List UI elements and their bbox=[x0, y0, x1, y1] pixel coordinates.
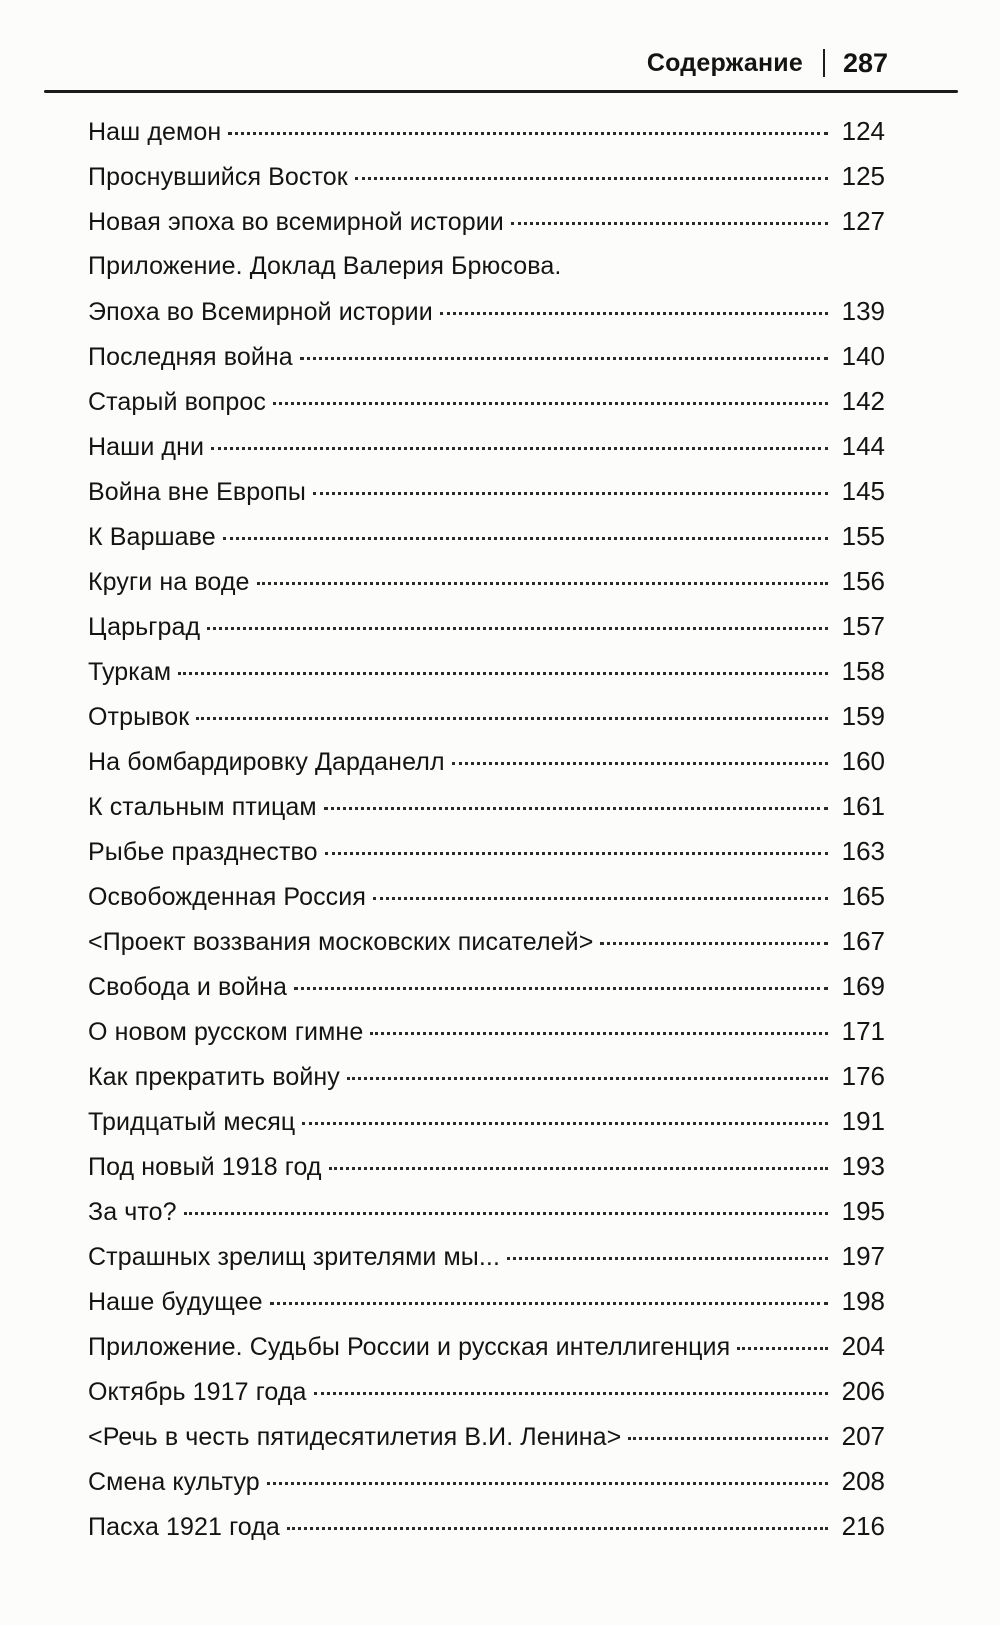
toc-entry-title: Как прекратить войну bbox=[88, 1063, 340, 1091]
toc-entry-title: Смена культур bbox=[88, 1468, 260, 1496]
toc-entry-page: 125 bbox=[841, 161, 885, 191]
toc-entry bbox=[88, 514, 885, 559]
toc-entry-page: 124 bbox=[841, 116, 885, 146]
toc-entry bbox=[88, 1504, 885, 1549]
toc-leader-dots bbox=[600, 942, 828, 945]
toc-entry-page: 195 bbox=[841, 1196, 885, 1226]
toc-entry-title: Война вне Европы bbox=[88, 478, 307, 506]
toc-entry bbox=[88, 1054, 885, 1099]
toc-entry-page: 176 bbox=[841, 1061, 885, 1091]
toc-entry-page: 142 bbox=[841, 386, 885, 416]
toc-entry-title: Октябрь 1917 года bbox=[88, 1378, 307, 1406]
toc-list bbox=[0, 93, 1000, 1549]
toc-entry bbox=[88, 244, 885, 289]
toc-entry-title: Под новый 1918 год bbox=[88, 1153, 322, 1181]
toc-leader-dots bbox=[184, 1212, 828, 1215]
header-page-number: 287 bbox=[842, 47, 888, 78]
toc-entry bbox=[88, 784, 885, 829]
toc-leader-dots bbox=[196, 717, 828, 720]
toc-leader-dots bbox=[507, 1257, 828, 1260]
toc-entry-page: 165 bbox=[841, 881, 885, 911]
toc-entry-title: Царьград bbox=[88, 613, 201, 641]
toc-leader-dots bbox=[314, 1392, 828, 1395]
toc-entry-title: Пасха 1921 года bbox=[88, 1513, 280, 1541]
toc-entry bbox=[88, 1279, 885, 1324]
toc-entry-title: Эпоха во Всемирной истории bbox=[88, 298, 433, 326]
toc-leader-dots bbox=[228, 132, 828, 135]
toc-entry-title: За что? bbox=[88, 1198, 177, 1226]
toc-entry bbox=[88, 469, 885, 514]
toc-entry-title: Новая эпоха во всемирной истории bbox=[88, 208, 504, 236]
toc-entry-title: Тридцатый месяц bbox=[88, 1108, 296, 1136]
toc-entry-page: 198 bbox=[841, 1286, 885, 1316]
toc-entry bbox=[88, 379, 885, 424]
toc-leader-dots bbox=[313, 492, 828, 495]
section-label: Содержание bbox=[646, 48, 803, 77]
toc-leader-dots bbox=[207, 627, 828, 630]
toc-entry-page: 139 bbox=[841, 296, 885, 326]
toc-entry-title: <Проект воззвания московских писателей> bbox=[88, 928, 594, 956]
toc-entry bbox=[88, 154, 885, 199]
toc-leader-dots bbox=[324, 807, 828, 810]
toc-entry-title: Проснувшийся Восток bbox=[88, 163, 348, 191]
toc-entry bbox=[88, 559, 885, 604]
toc-leader-dots bbox=[270, 1302, 828, 1305]
toc-leader-dots bbox=[273, 402, 828, 405]
toc-entry-title: Приложение. Судьбы России и русская интеллигенция bbox=[88, 1333, 731, 1361]
toc-entry-page: 167 bbox=[841, 926, 885, 956]
toc-leader-dots bbox=[300, 357, 828, 360]
toc-leader-dots bbox=[628, 1437, 828, 1440]
toc-entry bbox=[88, 694, 885, 739]
toc-entry bbox=[88, 424, 885, 469]
toc-entry-page: 159 bbox=[841, 701, 885, 731]
toc-entry-page: 140 bbox=[841, 341, 885, 371]
toc-leader-dots bbox=[223, 537, 828, 540]
toc-entry-page: 144 bbox=[841, 431, 885, 461]
toc-entry bbox=[88, 604, 885, 649]
toc-entry-title: К Варшаве bbox=[88, 523, 216, 551]
toc-leader-dots bbox=[329, 1167, 828, 1170]
toc-entry-title: Круги на воде bbox=[88, 568, 250, 596]
toc-entry bbox=[88, 1189, 885, 1234]
toc-entry bbox=[88, 334, 885, 379]
toc-entry-title: Наши дни bbox=[88, 433, 205, 461]
toc-entry-title: Рыбье празднество bbox=[88, 838, 318, 866]
toc-entry-page: 191 bbox=[841, 1106, 885, 1136]
toc-entry-page: 161 bbox=[841, 791, 885, 821]
toc-entry-title: Наш демон bbox=[88, 118, 222, 146]
toc-leader-dots bbox=[257, 582, 828, 585]
toc-entry bbox=[88, 649, 885, 694]
toc-entry bbox=[88, 919, 885, 964]
toc-entry-page: 204 bbox=[841, 1331, 885, 1361]
toc-entry bbox=[88, 289, 885, 334]
toc-entry bbox=[88, 1009, 885, 1054]
toc-entry bbox=[88, 1324, 885, 1369]
toc-leader-dots bbox=[211, 447, 828, 450]
toc-entry-title: О новом русском гимне bbox=[88, 1018, 364, 1046]
toc-leader-dots bbox=[440, 312, 828, 315]
toc-entry-page: 169 bbox=[841, 971, 885, 1001]
header-separator-rule bbox=[823, 49, 825, 77]
toc-entry-page: 127 bbox=[841, 206, 885, 236]
toc-entry bbox=[88, 199, 885, 244]
toc-entry bbox=[88, 1414, 885, 1459]
toc-entry-page: 157 bbox=[841, 611, 885, 641]
toc-leader-dots bbox=[294, 987, 828, 990]
toc-entry-page: 156 bbox=[841, 566, 885, 596]
toc-entry-page: 193 bbox=[841, 1151, 885, 1181]
toc-entry-page: 145 bbox=[841, 476, 885, 506]
toc-entry bbox=[88, 1234, 885, 1279]
toc-entry-page: 197 bbox=[841, 1241, 885, 1271]
toc-entry bbox=[88, 739, 885, 784]
toc-leader-dots bbox=[325, 852, 828, 855]
toc-entry-page: 171 bbox=[841, 1016, 885, 1046]
toc-entry-page: 160 bbox=[841, 746, 885, 776]
toc-entry-title: Отрывок bbox=[88, 703, 190, 731]
toc-leader-dots bbox=[373, 897, 828, 900]
toc-entry-title: Последняя война bbox=[88, 343, 293, 371]
toc-entry bbox=[88, 874, 885, 919]
toc-entry-title: Туркам bbox=[88, 658, 172, 686]
running-head bbox=[0, 0, 1000, 80]
toc-leader-dots bbox=[452, 762, 828, 765]
toc-leader-dots bbox=[737, 1347, 828, 1350]
toc-entry-page: 155 bbox=[841, 521, 885, 551]
toc-entry bbox=[88, 109, 885, 154]
toc-leader-dots bbox=[347, 1077, 828, 1080]
toc-entry-title: На бомбардировку Дарданелл bbox=[88, 748, 445, 776]
toc-leader-dots bbox=[511, 222, 828, 225]
toc-leader-dots bbox=[355, 177, 828, 180]
toc-leader-dots bbox=[287, 1527, 828, 1530]
toc-entry-title: Освобожденная Россия bbox=[88, 883, 366, 911]
toc-leader-dots bbox=[178, 672, 828, 675]
toc-entry-page: 208 bbox=[841, 1466, 885, 1496]
toc-entry bbox=[88, 964, 885, 1009]
toc-entry-title: Свобода и война bbox=[88, 973, 288, 1001]
toc-entry-title: Наше будущее bbox=[88, 1288, 263, 1316]
toc-entry-title: Старый вопрос bbox=[88, 388, 266, 416]
toc-entry-page: 158 bbox=[841, 656, 885, 686]
toc-entry-title: К стальным птицам bbox=[88, 793, 317, 821]
toc-entry-page: 216 bbox=[841, 1511, 885, 1541]
toc-entry-page: 207 bbox=[841, 1421, 885, 1451]
toc-entry bbox=[88, 1369, 885, 1414]
toc-entry-title: Приложение. Доклад Валерия Брюсова. bbox=[88, 252, 562, 280]
toc-entry-page: 163 bbox=[841, 836, 885, 866]
toc-entry bbox=[88, 829, 885, 874]
toc-leader-dots bbox=[302, 1122, 828, 1125]
toc-entry-title: Страшных зрелищ зрителями мы... bbox=[88, 1243, 500, 1271]
toc-leader-dots bbox=[370, 1032, 828, 1035]
toc-entry-title: <Речь в честь пятидесятилетия В.И. Ленина> bbox=[88, 1423, 622, 1451]
toc-entry-page: 206 bbox=[841, 1376, 885, 1406]
toc-entry bbox=[88, 1144, 885, 1189]
toc-entry bbox=[88, 1459, 885, 1504]
toc-entry bbox=[88, 1099, 885, 1144]
toc-leader-dots bbox=[267, 1482, 828, 1485]
